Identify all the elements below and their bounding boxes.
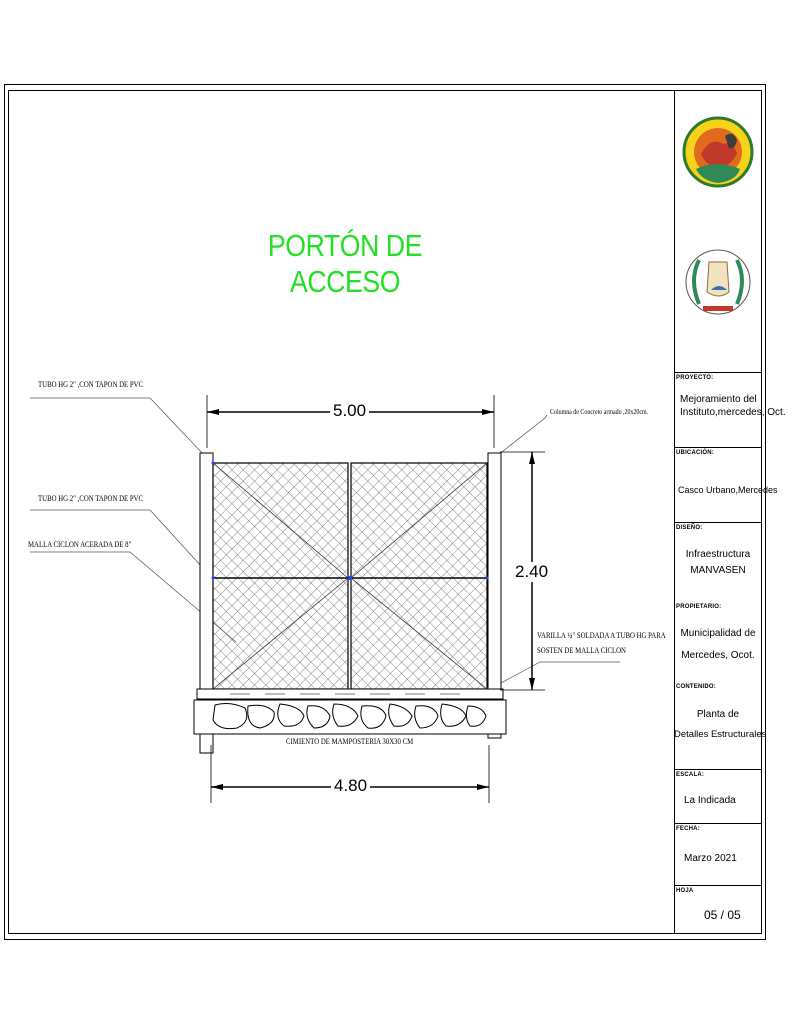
annotation-varilla-line2: SOSTEN DE MALLA CICLON bbox=[537, 646, 626, 655]
annotation-malla: MALLA CICLON ACERADA DE 8" bbox=[28, 540, 132, 549]
ubicacion-value: Casco Urbano,Mercedes bbox=[678, 485, 778, 495]
dimension-height: 2.40 bbox=[512, 562, 551, 582]
title-block-hoja bbox=[674, 885, 762, 934]
title-block-propietario bbox=[674, 602, 762, 682]
fecha-value: Marzo 2021 bbox=[684, 853, 737, 864]
proyecto-label: PROYECTO: bbox=[676, 375, 714, 381]
right-gate-panel bbox=[351, 463, 487, 689]
mancomunidad-logo bbox=[681, 94, 755, 210]
title-block-contenido bbox=[674, 682, 767, 769]
contenido-value-line2: Detalles Estructurales bbox=[674, 729, 767, 740]
dimension-bottom-width: 4.80 bbox=[331, 776, 370, 796]
title-block-fecha bbox=[674, 823, 762, 885]
corporacion-municipal-seal bbox=[681, 220, 755, 350]
diseno-label: DISEÑO: bbox=[676, 525, 703, 531]
diseno-value-line1: Infraestructura bbox=[685, 549, 751, 560]
annotation-tubo-mid: TUBO HG 2" ,CON TAPON DE PVC bbox=[38, 494, 144, 503]
proyecto-value-line1: Mejoramiento del bbox=[680, 394, 757, 405]
propietario-label: PROPIETARIO: bbox=[676, 604, 722, 610]
hoja-label: HOJA bbox=[676, 888, 694, 894]
title-block-escala bbox=[674, 769, 762, 823]
propietario-value-line1: Municipalidad de bbox=[680, 628, 756, 639]
left-gate-panel bbox=[213, 463, 348, 689]
title-block-diseno bbox=[674, 522, 762, 602]
drawing-title: PORTÓN DE ACCESO bbox=[267, 228, 423, 299]
ubicacion-label: UBICACIÓN: bbox=[676, 450, 714, 456]
annotation-varilla-line1: VARILLA ¼" SOLDADA A TUBO HG PARA bbox=[537, 631, 666, 640]
annotation-tubo-top: TUBO HG 2" ,CON TAPON DE PVC bbox=[38, 380, 144, 389]
diseno-value-line2: MANVASEN bbox=[690, 565, 746, 576]
hoja-value: 05 / 05 bbox=[704, 908, 741, 922]
proyecto-value-line2: Instituto,mercedes, Oct. bbox=[680, 407, 786, 418]
escala-label: ESCALA: bbox=[676, 772, 705, 778]
masonry-foundation bbox=[194, 700, 506, 734]
contenido-label: CONTENIDO: bbox=[676, 684, 716, 690]
fecha-label: FECHA: bbox=[676, 826, 700, 832]
title-block-ubicacion bbox=[674, 447, 778, 522]
propietario-value-line2: Mercedes, Ocot. bbox=[681, 650, 755, 661]
annotation-columna: Columna de Concreto armado ,20x20cm. bbox=[550, 408, 649, 416]
contenido-value-line1: Planta de bbox=[696, 709, 740, 720]
dimension-top-width: 5.00 bbox=[330, 401, 369, 421]
escala-value: La Indicada bbox=[684, 795, 736, 806]
annotation-cimiento: CIMIENTO DE MAMPOSTERIA 30X30 CM bbox=[286, 737, 414, 746]
title-block-proyecto bbox=[674, 372, 786, 447]
